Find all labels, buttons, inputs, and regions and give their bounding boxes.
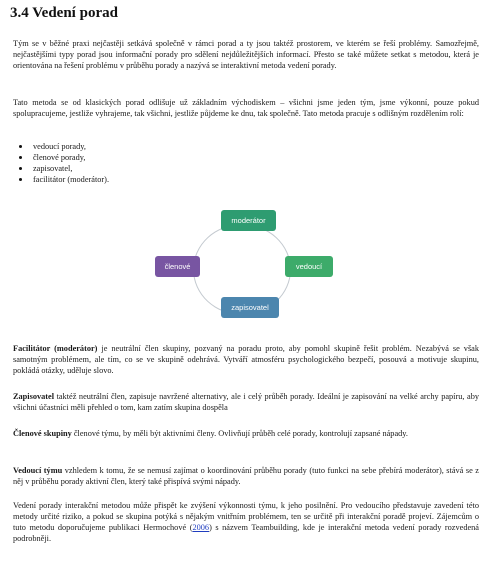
roles-cycle-diagram	[150, 205, 340, 325]
vedouci-paragraph	[13, 465, 479, 487]
closing-text-before: Vedení porady interakční metodou může přispět ke zvýšení výkonnosti týmu, k jeho posilnění. Pro vedoucího představuje zavedení této metody určité riziko, a pokud se skupina potýká s nějakým vnitřním problémem, ten se určitě při interakční poradě projeví. Zájemcům o tuto metodu doporučujeme publikaci Hermochové (	[13, 501, 479, 532]
method-paragraph: Tato metoda se od klasických porad odlišuje už základním východiskem – všichni jsme jeden tým, jsme výkonní, pouze pokud spolupracujeme, jestliže vyhrajeme, tak všichni, jestliže půjdeme ke dnu, tak společně. Tato metoda pracuje s odlišným rozdělením rolí:	[13, 98, 479, 118]
list-item: facilitátor (moderátor).	[13, 174, 109, 185]
closing-paragraph	[13, 500, 479, 544]
intro-paragraph: Tým se v běžné praxi nejčastěji setkává společně v rámci porad a ty jsou taktéž prostorem, ve kterém se řeší problémy. Samozřejmě, nejčastějšími typy porad jsou informační porady pro sdělení nejdůležitějších informací. Přesto se také můžete setkat s metodou, která je orientována na řešení problému v průběhu porady a nazývá se interaktivní metoda vedení porady.	[13, 39, 479, 70]
clenove-paragraph	[13, 428, 479, 439]
zapisovatel-term: Zapisovatel	[13, 392, 55, 401]
list-item: vedoucí porady,	[13, 141, 109, 152]
node-vedouci: vedoucí	[285, 256, 333, 277]
roles-list	[13, 141, 109, 185]
zapisovatel-text: taktéž neutrální člen, zapisuje navržené alternativy, ale i celý průběh porady. Ideální je zapisování na velké archy papíru, aby všichni účastníci měli přehled o tom, kam zatím skupina dospěla	[13, 392, 479, 412]
node-clenove: členové	[155, 256, 200, 277]
vedouci-term: Vedoucí týmu	[13, 466, 63, 475]
vedouci-text: vzhledem k tomu, že se nemusí zajímat o koordinování průběhu porady (tuto funkci na sebe přebírá moderátor), stává se z něj v průběhu porady aktivní člen, který také přispívá svými nápady.	[13, 466, 479, 486]
facilitator-paragraph	[13, 343, 479, 376]
zapisovatel-paragraph	[13, 391, 479, 413]
clenove-term: Členové skupiny	[13, 429, 72, 438]
list-item: členové porady,	[13, 152, 109, 163]
facilitator-text: je neutrální člen skupiny, pozvaný na poradu proto, aby pomohl skupině řešit problém. Nezabývá se však samotným problémem, ale tím, co se ve skupině odehrává. Vytváří atmosféru psychologického bezpečí, posouvá a motivuje skupinu, pokládá otázky, uděluje slovo.	[13, 344, 479, 375]
section-heading: 3.4 Vedení porad	[10, 5, 118, 21]
node-zapisovatel: zapisovatel	[221, 297, 279, 318]
closing-text-after: ) s názvem Teambuilding, kde je interakční metoda vedení porady rozvedená podrobněji.	[13, 523, 479, 543]
clenove-text: členové týmu, by měli být aktivními členy. Ovlivňují průběh celé porady, kontrolují zapsané nápady.	[71, 429, 408, 438]
node-moderator: moderátor	[221, 210, 276, 231]
list-item: zapisovatel,	[13, 163, 109, 174]
citation-link[interactable]: 2006	[192, 523, 210, 532]
facilitator-term: Facilitátor (moderátor)	[13, 344, 98, 353]
